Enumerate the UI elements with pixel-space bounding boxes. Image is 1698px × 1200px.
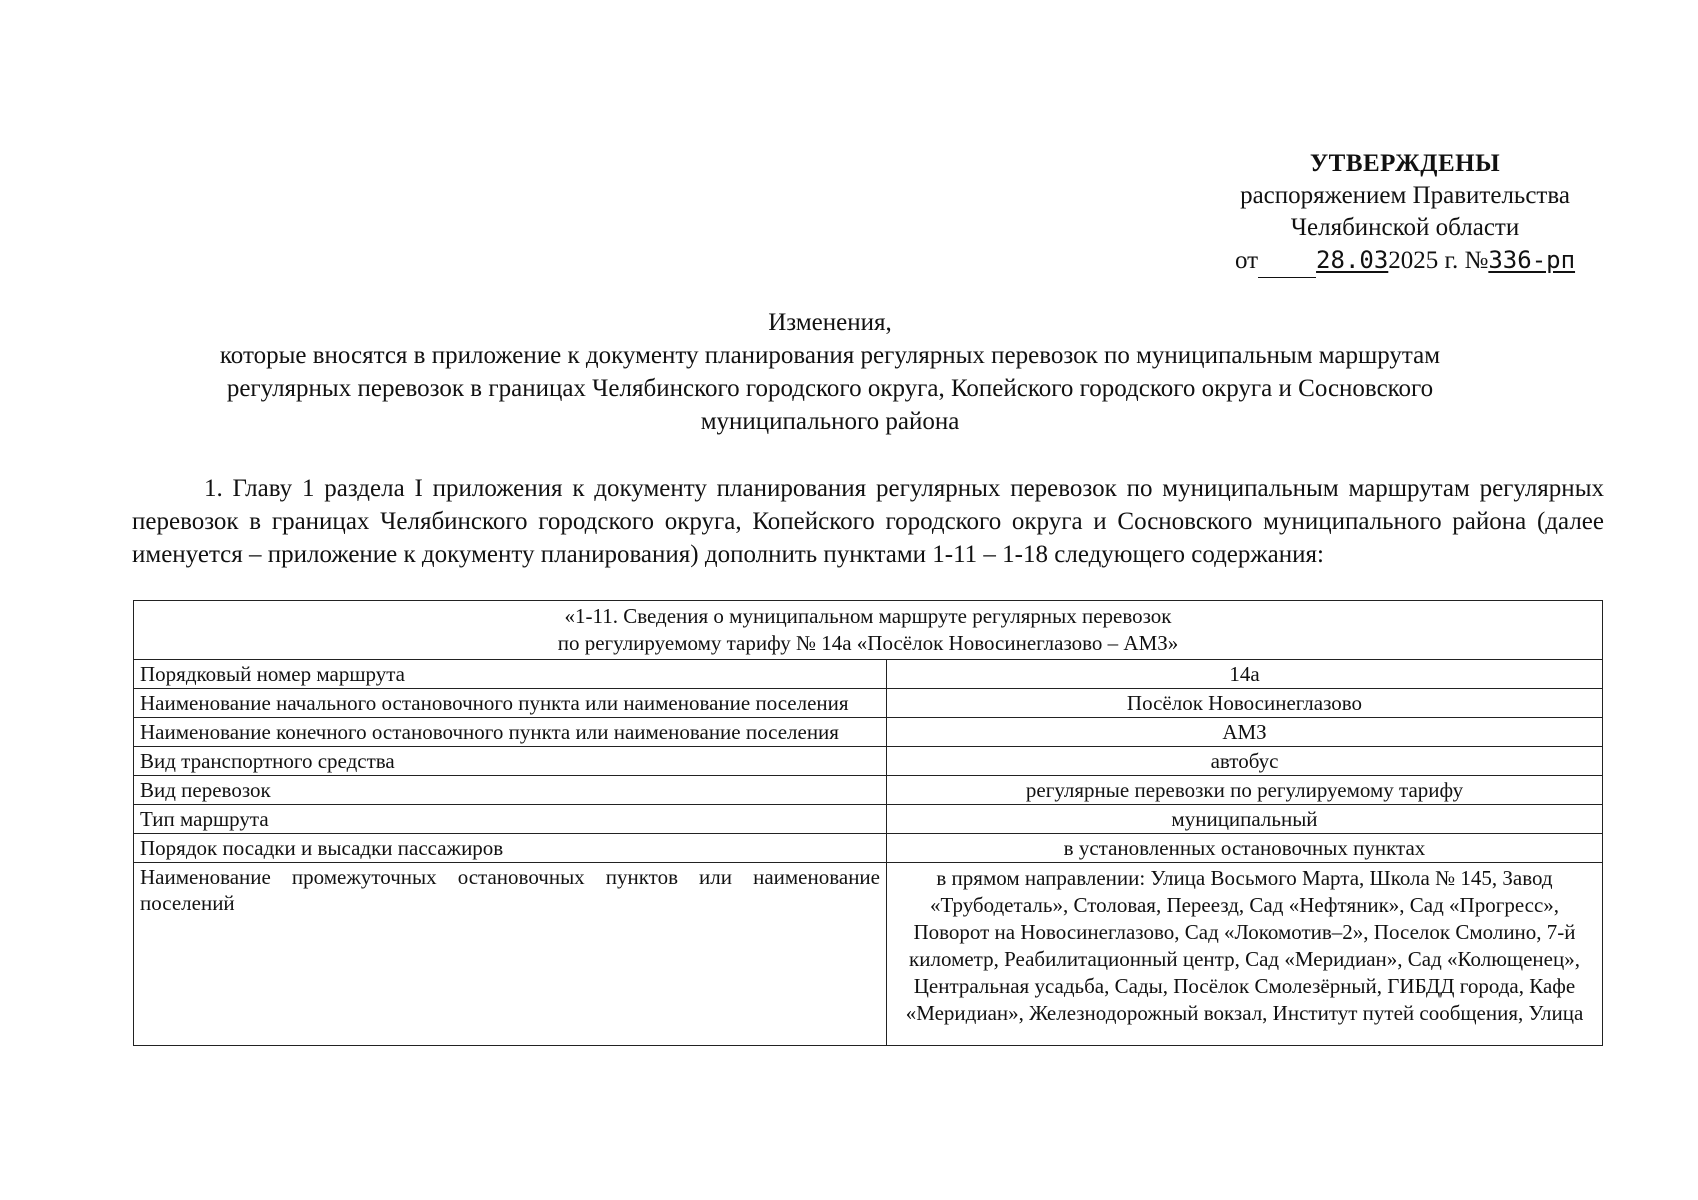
date-year: 2025 г. № — [1388, 247, 1489, 274]
approval-date-line — [1200, 244, 1610, 278]
table-row — [134, 689, 1603, 718]
row-value: АМЗ — [887, 718, 1603, 747]
row-value: муниципальный — [887, 805, 1603, 834]
route-table — [133, 600, 1603, 1046]
row-label: Наименование промежуточных остановочных пунктов или наименование поселений — [134, 863, 887, 1046]
row-label: Вид транспортного средства — [134, 747, 887, 776]
row-value: в установленных остановочных пунктах — [887, 834, 1603, 863]
heading-line-2: регулярных перевозок в границах Челябинского городского округа, Копейского городского округа и Сосновского — [226, 375, 1434, 402]
handwritten-date: 28.03 — [1316, 246, 1389, 274]
row-label: Тип маршрута — [134, 805, 887, 834]
approval-title: УТВЕРЖДЕНЫ — [1309, 150, 1501, 177]
row-value: автобус — [887, 747, 1603, 776]
row-label: Порядок посадки и высадки пассажиров — [134, 834, 887, 863]
table-header-line-2: по регулируемому тарифу № 14а «Посёлок Новосинеглазово – АМЗ» — [557, 631, 1179, 655]
row-value: в прямом направлении: Улица Восьмого Марта, Школа № 145, Завод «Трубодеталь», Столовая, Переезд, Сад «Нефтяник», Сад «Прогресс», Поворот на Новосинеглазово, Сад «Локомотив–2», Поселок Смолино, 7-й километр, Реабилитационный центр, Сад «Меридиан», Сад «Колющенец», Центральная усадьба, Сады, Посёлок Смолезёрный, ГИБДД города, Кафе «Меридиан», Железнодорожный вокзал, Институт путей сообщения, Улица — [887, 863, 1603, 1046]
table-row — [134, 863, 1603, 1046]
heading-line-3: муниципального района — [700, 408, 960, 435]
approval-stamp — [1200, 148, 1610, 278]
table-row — [134, 660, 1603, 689]
row-label: Наименование конечного остановочного пункта или наименование поселения — [134, 718, 887, 747]
table-header-row — [134, 601, 1603, 660]
body-paragraph: 1. Главу 1 раздела I приложения к документу планирования регулярных перевозок по муниципальным маршрутам регулярных перевозок в границах Челябинского городского округа, Копейского городского округа и Сосновского муниципального района (далее именуется – приложение к документу планирования) дополнить пунктами 1-11 – 1-18 следующего содержания: — [132, 475, 1604, 568]
table-row — [134, 805, 1603, 834]
table-row — [134, 718, 1603, 747]
document-heading — [130, 306, 1530, 438]
approval-line-2: Челябинской области — [1290, 214, 1520, 241]
heading-line-1: которые вносятся в приложение к документу планирования регулярных перевозок по муниципальным маршрутам — [219, 342, 1441, 369]
heading-title: Изменения, — [768, 309, 892, 336]
table-row — [134, 776, 1603, 805]
row-label: Наименование начального остановочного пункта или наименование поселения — [134, 689, 887, 718]
row-value: 14а — [887, 660, 1603, 689]
table-row — [134, 834, 1603, 863]
date-prefix: от — [1234, 247, 1259, 274]
approval-line-1: распоряжением Правительства — [1240, 182, 1570, 209]
handwritten-number: 336-рп — [1488, 246, 1576, 274]
table-header — [134, 601, 1603, 660]
row-value: регулярные перевозки по регулируемому тарифу — [887, 776, 1603, 805]
row-label: Вид перевозок — [134, 776, 887, 805]
row-label: Порядковый номер маршрута — [134, 660, 887, 689]
table-header-line-1: «1-11. Сведения о муниципальном маршруте регулярных перевозок — [564, 604, 1172, 628]
row-value: Посёлок Новосинеглазово — [887, 689, 1603, 718]
date-blank — [1258, 245, 1316, 278]
table-row — [134, 747, 1603, 776]
